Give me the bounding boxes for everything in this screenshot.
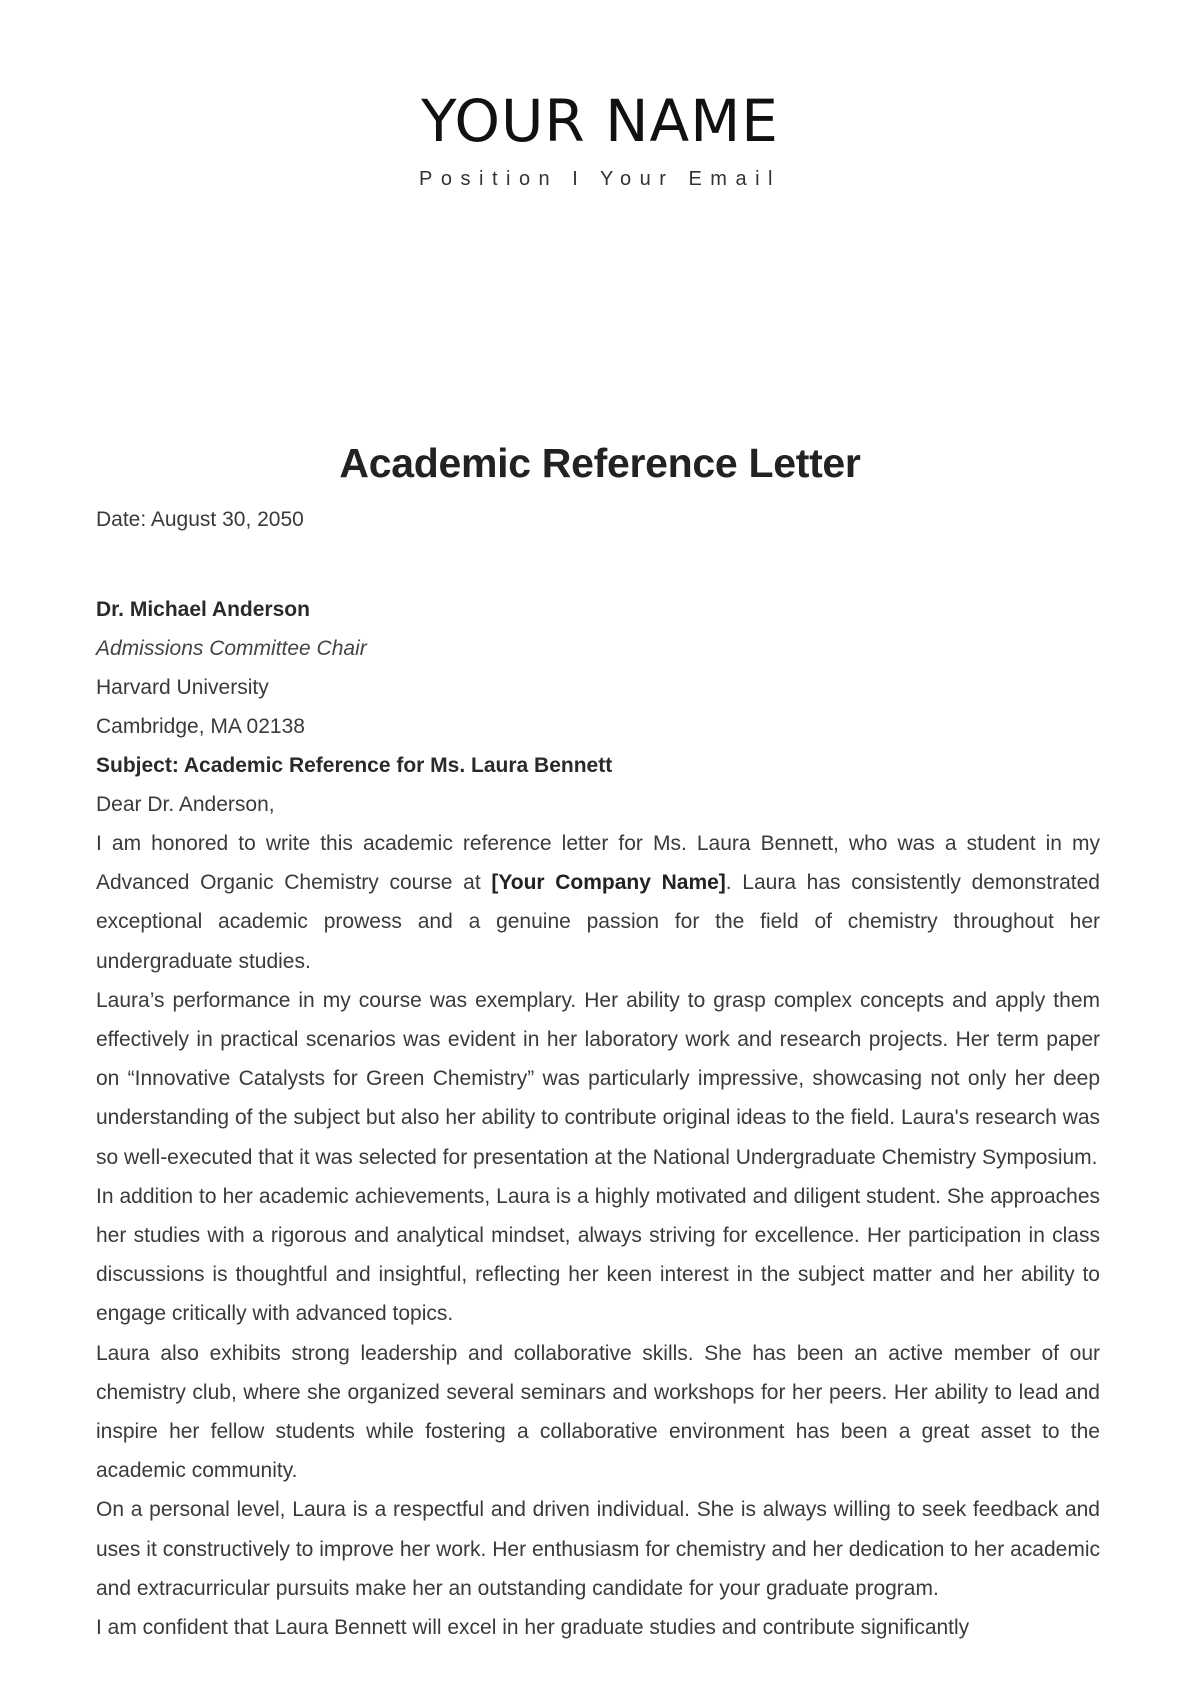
sender-name: YOUR NAME xyxy=(421,87,779,155)
paragraph-text: I am honored to write this academic reference letter for Ms. Laura Bennett, who was a student in my Advanced Organic Chemistry course at xyxy=(96,832,1100,895)
paragraph-text: . Laura has consistently demonstrated exceptional academic prowess and a genuine passion for the field of chemistry throughout her undergraduate studies. xyxy=(96,871,1100,973)
letter-date: Date: August 30, 2050 xyxy=(96,508,304,531)
letter-body xyxy=(96,500,1100,1647)
sender-position-email: Position I Your Email xyxy=(419,168,781,190)
recipient-position: Admissions Committee Chair xyxy=(96,637,367,660)
paragraph-leadership: Laura also exhibits strong leadership and collaborative skills. She has been an active member of our chemistry club, where she organized several seminars and workshops for her peers. Her ability to lead and inspire her fellow students while fostering a collaborative environment has been a great asset to the academic community. xyxy=(96,1341,1100,1483)
paragraph-personal: On a personal level, Laura is a respectful and driven individual. She is always willing to seek feedback and uses it constructively to improve her work. Her enthusiasm for chemistry and her dedication to her academic and extracurricular pursuits make her an outstanding candidate for your graduate program. xyxy=(96,1498,1100,1600)
paragraph-intro xyxy=(96,824,1100,981)
letterhead xyxy=(0,87,1200,191)
recipient-name: Dr. Michael Anderson xyxy=(96,598,310,621)
recipient-address: Cambridge, MA 02138 xyxy=(96,715,305,738)
salutation: Dear Dr. Anderson, xyxy=(96,793,275,816)
paragraph-motivation: In addition to her academic achievements, Laura is a highly motivated and diligent student. She approaches her studies with a rigorous and analytical mindset, always striving for excellence. Her participation in class discussions is thoughtful and insightful, reflecting her keen interest in the subject matter and her ability to engage critically with advanced topics. xyxy=(96,1184,1100,1326)
recipient-institution: Harvard University xyxy=(96,676,269,699)
paragraph-closing: I am confident that Laura Bennett will excel in her graduate studies and contribute significantly xyxy=(96,1616,970,1640)
letter-subject: Subject: Academic Reference for Ms. Laura Bennett xyxy=(96,754,613,777)
document-title: Academic Reference Letter xyxy=(339,440,861,486)
company-name-placeholder: [Your Company Name] xyxy=(491,871,726,895)
paragraph-performance: Laura’s performance in my course was exemplary. Her ability to grasp complex concepts and apply them effectively in practical scenarios was evident in her laboratory work and research projects. Her term paper on “Innovative Catalysts for Green Chemistry” was particularly impressive, showcasing not only her deep understanding of the subject but also her ability to contribute original ideas to the field. Laura's research was so well-executed that it was selected for presentation at the National Undergraduate Chemistry Symposium. xyxy=(96,988,1100,1169)
